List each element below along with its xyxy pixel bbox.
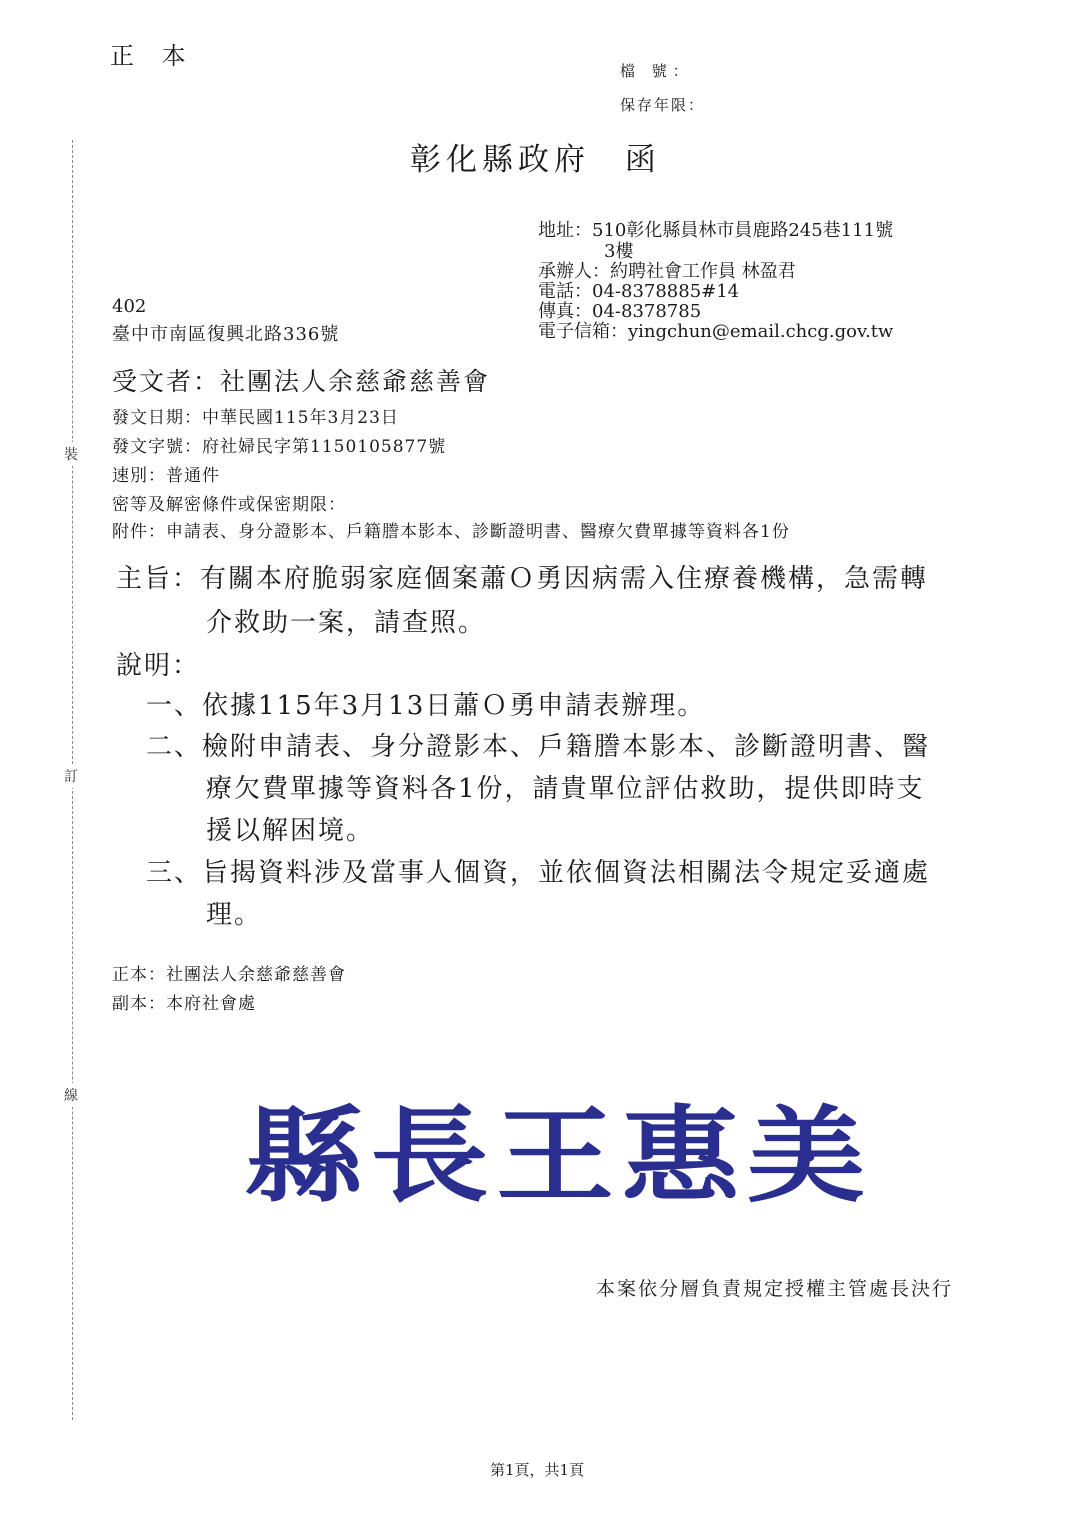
sender-phone: 電話：04-8378885#14 — [538, 281, 740, 302]
binding-mark-zhuang: 裝 — [64, 442, 78, 466]
page-number: 第1頁，共1頁 — [490, 1461, 585, 1479]
sender-address-line1: 地址：510彰化縣員林市員鹿路245巷111號 — [538, 220, 894, 241]
magistrate-signature — [245, 1062, 865, 1232]
signature-char-1: 縣 — [245, 1094, 364, 1217]
authorization-note: 本案依分層負責規定授權主管處長決行 — [596, 1278, 954, 1300]
explanation-item-2-line1: 二、檢附申請表、身分證影本、戶籍謄本影本、診斷證明書、醫 — [146, 732, 931, 762]
distribution-copy: 副本：本府社會處 — [112, 994, 256, 1014]
recipient-postcode: 402 — [112, 296, 147, 317]
signature-char-3: 王 — [495, 1094, 614, 1217]
binding-mark-xian: 線 — [64, 1083, 78, 1107]
secrecy-level: 密等及解密條件或保密期限： — [112, 495, 346, 515]
signature-char-4: 惠 — [621, 1094, 740, 1217]
subject-line1: 主旨：有關本府脆弱家庭個案蕭Ｏ勇因病需入住療養機構，急需轉 — [116, 564, 929, 594]
document-title: 彰化縣政府 函 — [410, 142, 661, 178]
recipient-address: 臺中市南區復興北路336號 — [112, 324, 340, 345]
sender-contact: 承辦人：約聘社會工作員 林盈君 — [538, 261, 796, 282]
signature-char-5: 美 — [746, 1094, 865, 1217]
explanation-item-2-line3: 援以解困境。 — [206, 816, 375, 846]
retention-period-label: 保存年限： — [620, 96, 706, 114]
sender-fax: 傳真：04-8378785 — [538, 301, 702, 322]
explanation-label: 說明： — [116, 651, 201, 681]
file-number-label: 檔 號： — [620, 62, 694, 80]
explanation-item-3-line2: 理。 — [206, 900, 263, 930]
issue-date: 發文日期：中華民國115年3月23日 — [112, 408, 399, 428]
distribution-original: 正本：社團法人余慈爺慈善會 — [112, 965, 346, 985]
sender-email: 電子信箱：yingchun@email.chcg.gov.tw — [538, 321, 894, 342]
receiver-line: 受文者：社團法人余慈爺慈善會 — [112, 367, 491, 396]
explanation-item-3-line1: 三、旨揭資料涉及當事人個資，並依個資法相關法令規定妥適處 — [146, 858, 931, 888]
explanation-item-2-line2: 療欠費單據等資料各1份，請貴單位評估救助，提供即時支 — [206, 774, 925, 804]
explanation-item-1: 一、依據115年3月13日蕭Ｏ勇申請表辦理。 — [146, 691, 706, 721]
subject-line2: 介救助一案，請查照。 — [206, 608, 487, 638]
attachments-line: 附件：申請表、身分證影本、戶籍謄本影本、診斷證明書、醫療欠費單據等資料各1份 — [112, 522, 790, 542]
copy-type-label: 正 本 — [110, 42, 196, 70]
document-number: 發文字號：府社婦民字第1150105877號 — [112, 437, 447, 457]
sender-address-line2: 3樓 — [604, 241, 634, 262]
delivery-speed: 速別：普通件 — [112, 466, 220, 486]
binding-mark-ding: 訂 — [64, 764, 78, 788]
signature-char-2: 長 — [370, 1094, 489, 1217]
